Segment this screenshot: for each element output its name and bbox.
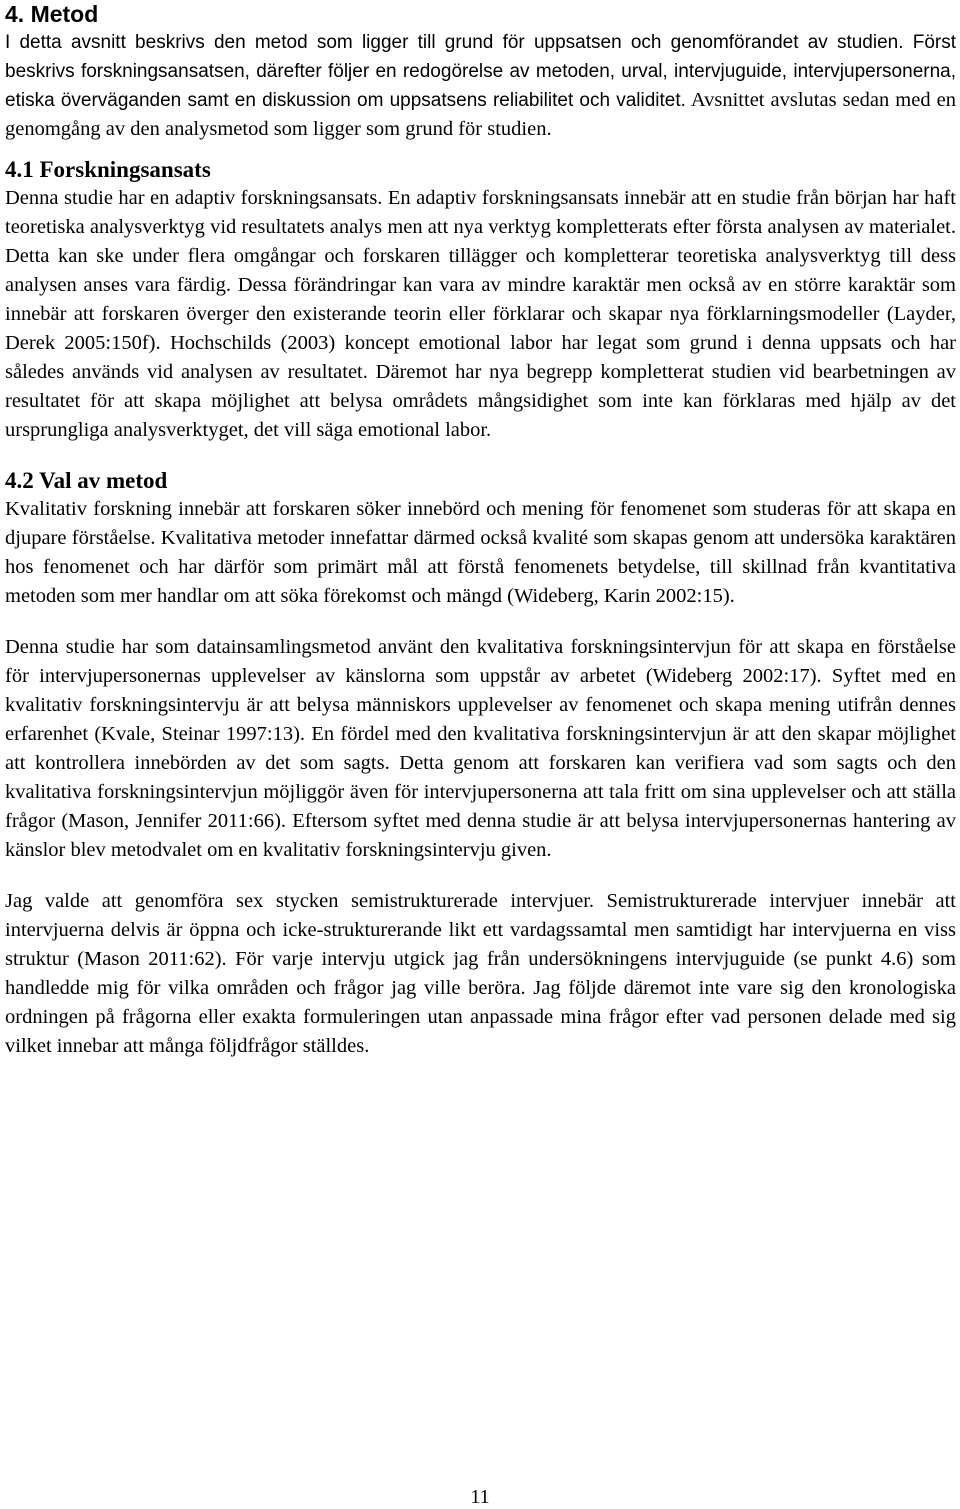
spacer bbox=[5, 445, 956, 467]
document-page bbox=[5, 0, 956, 1061]
spacer bbox=[5, 144, 956, 156]
spacer bbox=[5, 865, 956, 887]
spacer bbox=[5, 611, 956, 633]
subsection-heading-4-2: 4.2 Val av metod bbox=[5, 468, 168, 493]
intro-serif-text: Avsnittet avslutas sedan med en genomgång av den analysmetod som ligger som grund för studien. bbox=[5, 89, 956, 140]
page-number: 11 bbox=[470, 1486, 490, 1508]
section-heading: 4. Metod bbox=[5, 1, 99, 27]
subsection-4-2-paragraph-3: Jag valde att genomföra sex stycken semistrukturerade intervjuer. Semistrukturerade intervjuer innebär att intervjuerna delvis är öppna och icke-strukturerande likt ett vardagssamtal men samtidigt har intervjuerna en viss struktur (Mason 2011:62). För varje intervju utgick jag från undersökningens intervjuguide (se punkt 4.6) som handledde mig för vilka områden och frågor jag ville beröra. Jag följde däremot inte vare sig den kronologiska ordningen på frågorna eller exakta formuleringen utan anpassade mina frågor efter vad personen delade med sig vilket innebar att många följdfrågor ställdes. bbox=[5, 890, 956, 1057]
section-intro-paragraph bbox=[5, 28, 956, 144]
subsection-heading-4-1: 4.1 Forskningsansats bbox=[5, 157, 211, 182]
subsection-4-1-paragraph: Denna studie har en adaptiv forskningsansats. En adaptiv forskningsansats innebär att en studie från början har haft teoretiska analysverktyg vid resultatets analys men att nya verktyg kompletterats efter första analysen av materialet. Detta kan ske under flera omgångar och forskaren tillägger och kompletterar teoretiska analysverktyg till dess analysen anses vara färdig. Dessa förändringar kan vara av mindre karaktär men också av en större karaktär som innebär att forskaren överger den existerande teorin eller förklarar och skapar nya förklarningsmodeller (Layder, Derek 2005:150f). Hochschilds (2003) koncept emotional labor har legat som grund i denna uppsats och har således används vid analysen av resultatet. Däremot har nya begrepp kompletterat studien vid bearbetningen av resultatet för att skapa möjlighet att belysa områdets mångsidighet som inte kan förklaras med hjälp av det ursprungliga analysverktyget, det vill säga emotional labor. bbox=[5, 187, 956, 441]
subsection-4-2-paragraph-2: Denna studie har som datainsamlingsmetod använt den kvalitativa forskningsintervjun för att skapa en förståelse för intervjupersonernas upplevelser av känslorna som uppstår av arbetet (Wideberg 2002:17). Syftet med en kvalitativ forskningsintervju är att belysa människors upplevelser av fenomenet och skapa mening utifrån dennes erfarenhet (Kvale, Steinar 1997:13). En fördel med den kvalitativa forskningsintervjun är att den skapar möjlighet att kontrollera innebörden av det som sagts. Detta genom att forskaren kan verifiera vad som sagts och den kvalitativa forskningsintervjun möjliggör även för intervjupersonerna att tala fritt om sina upplevelser och att ställa frågor (Mason, Jennifer 2011:66). Eftersom syftet med denna studie är att belysa intervjupersonernas hantering av känslor blev metodvalet om en kvalitativ forskningsintervju given. bbox=[5, 636, 956, 861]
subsection-4-2-paragraph-1: Kvalitativ forskning innebär att forskaren söker innebörd och mening för fenomenet som studeras för att skapa en djupare förståelse. Kvalitativa metoder innefattar därmed också kvalité som skapas genom att undersöka karaktären hos fenomenet och har därför som primärt mål att förstå fenomenets betydelse, till skillnad från kvantitativa metoden som mer handlar om att söka förekomst och mängd (Wideberg, Karin 2002:15). bbox=[5, 498, 956, 607]
intro-sans-text: I detta avsnitt beskrivs den metod som ligger till grund för uppsatsen och genomförandet av studien. Först beskrivs forskningsansatsen, därefter följer en redogörelse av metoden, urval, intervjuguide, intervjupersonerna, etiska överväganden samt en diskussion om uppsatsens reliabilitet och validitet. bbox=[5, 32, 956, 111]
